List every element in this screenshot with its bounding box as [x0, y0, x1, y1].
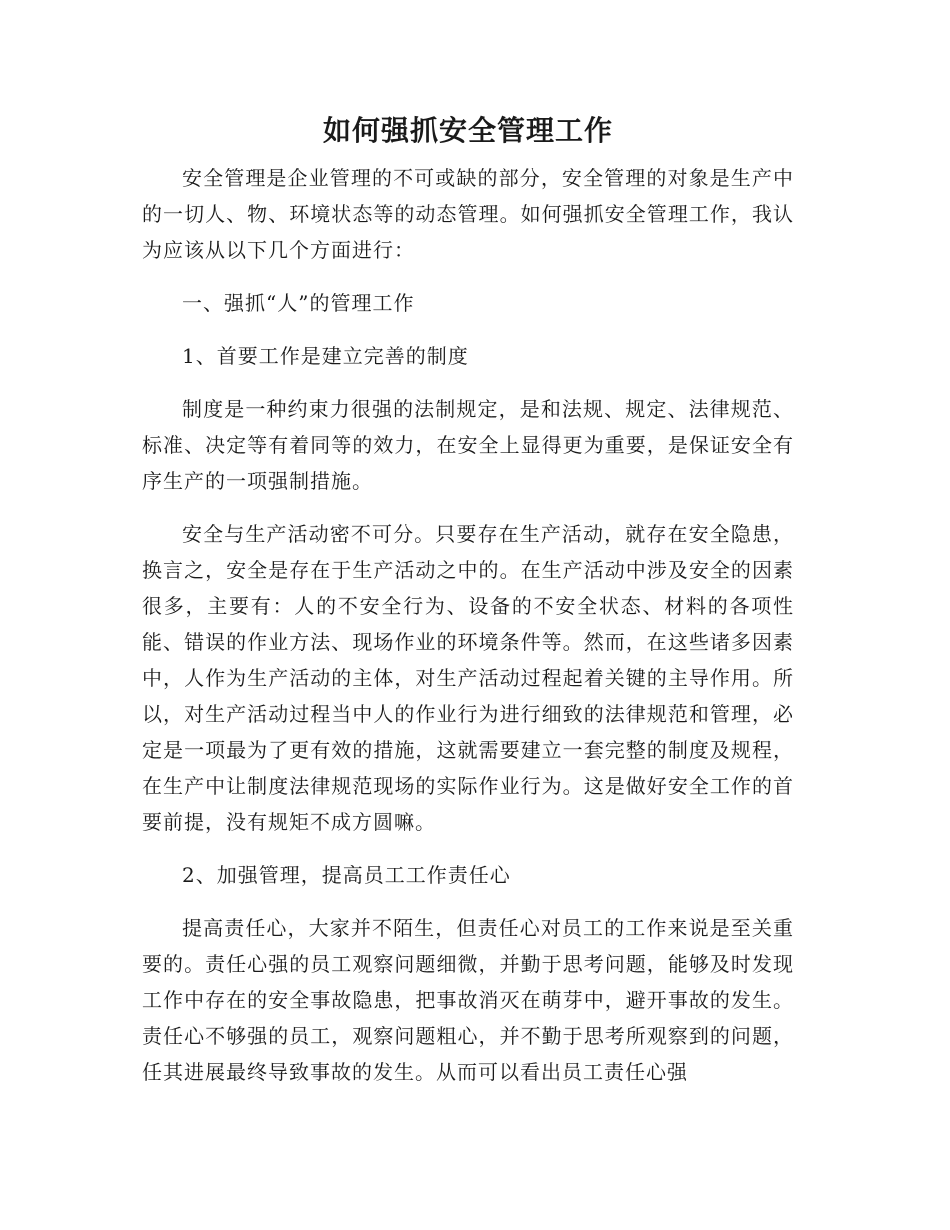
- document-title: 如何强抓安全管理工作: [322, 114, 613, 147]
- intro-paragraph: 安全管理是企业管理的不可或缺的部分，安全管理的对象是生产中的一切人、物、环境状态等的动态管理。如何强抓安全管理工作，我认为应该从以下几个方面进行：: [142, 166, 794, 262]
- body-paragraph: 制度是一种约束力很强的法制规定，是和法规、规定、法律规范、标准、决定等有着同等的效力，在安全上显得更为重要，是保证安全有序生产的一项强制措施。: [142, 397, 794, 493]
- body-paragraph: 提高责任心，大家并不陌生，但责任心对员工的工作来说是至关重要的。责任心强的员工观察问题细微，并勤于思考问题，能够及时发现工作中存在的安全事故隐患，把事故消灭在萌芽中，避开事故的发生。责任心不够强的员工，观察问题粗心，并不勤于思考所观察到的问题，任其进展最终导致事故的发生。从而可以看出员工责任心强: [142, 916, 794, 1084]
- document-page: [142, 108, 794, 1090]
- subsection-heading-1: 1、首要工作是建立完善的制度: [182, 344, 469, 368]
- subsection-heading-2: 2、加强管理，提高员工工作责任心: [182, 863, 511, 887]
- body-paragraph: 安全与生产活动密不可分。只要存在生产活动，就存在安全隐患，换言之，安全是存在于生产活动之中的。在生产活动中涉及安全的因素很多，主要有：人的不安全行为、设备的不安全状态、材料的各项性能、错误的作业方法、现场作业的环境条件等。然而，在这些诸多因素中，人作为生产活动的主体，对生产活动过程起着关键的主导作用。所以，对生产活动过程当中人的作业行为进行细致的法律规范和管理，必定是一项最为了更有效的措施，这就需要建立一套完整的制度及规程，在生产中让制度法律规范现场的实际作业行为。这是做好安全工作的首要前提，没有规矩不成方圆嘛。: [142, 522, 794, 834]
- section-heading-1: 一、强抓“人”的管理工作: [182, 291, 415, 315]
